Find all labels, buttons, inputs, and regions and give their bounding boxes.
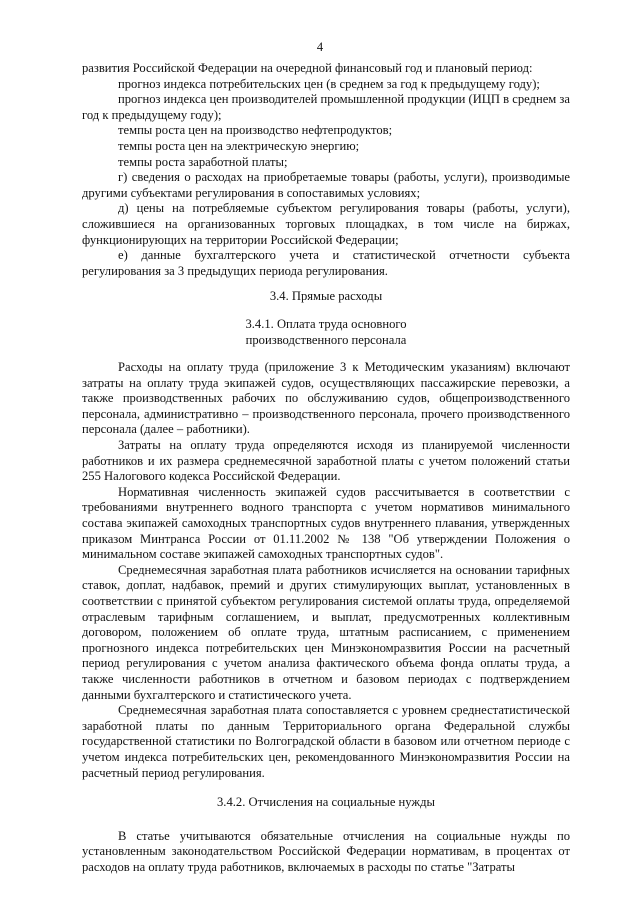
list-line: развития Российской Федерации на очередной финансовый год и плановый период: [82, 61, 533, 75]
list-line: д) цены на потребляемые субъектом регулирования товары (работы, услуги), сложившиеся на организованных торговых площадках, в том числе на биржах, функционирующих на территории Российской Федерации; [82, 201, 570, 247]
section-heading-3-4: 3.4. Прямые расходы [269, 289, 383, 304]
paragraph: Расходы на оплату труда (приложение 3 к Методическим указаниям) включают затраты на оплату труда экипажей судов, осуществляющих пассажирские перевозки, а также производственных рабочих по обслуживанию судов, общепроизводственного персонала, административно – производственного персонала, прочего производственного персонала (далее – работники). [82, 360, 570, 437]
list-line: прогноз индекса потребительских цен (в среднем за год к предыдущему году); [118, 76, 540, 91]
list-line: г) сведения о расходах на приобретаемые товары (работы, услуги), производимые другими субъектами регулирования в сопоставимых условиях; [82, 170, 570, 200]
list-line: темпы роста цен на электрическую энергию; [118, 138, 360, 153]
page-number: 4 [316, 40, 324, 54]
list-line: темпы роста заработной платы; [118, 154, 288, 169]
heading-line: 3.4.1. Оплата труда основного [245, 316, 407, 331]
paragraph: Среднемесячная заработная плата работников исчисляется на основании тарифных ставок, доплат, надбавок, премий и других стимулирующих выплат, установленных в соответствии с принятой субъектом регулирования системой оплаты труда, определяемой отраслевым тарифным соглашением, и выплат, предусмотренных коллективным договором, положением об оплате труда, штатным расписанием, с применением прогнозного индекса потребительских цен Минэкономразвития России на расчетный период регулирования с учетом анализа фактического объема фонда оплаты труда, а также численности работников в отчетном и базовом периодах с подтверждением данными бухгалтерского и статистического учета. [82, 562, 570, 702]
document-body [82, 61, 570, 876]
list-line: прогноз индекса цен производителей промышленной продукции (ИЦП в среднем за год к предыдущему году); [82, 92, 570, 122]
list-line: темпы роста цен на производство нефтепродуктов; [118, 123, 393, 138]
paragraph: В статье учитываются обязательные отчисления на социальные нужды по установленным законодательством Российской Федерации нормативам, в процентах от расходов на оплату труда работников, включаемых в расходы по статье "Затраты [82, 828, 570, 874]
paragraph: Нормативная численность экипажей судов рассчитывается в соответствии с требованиями внутреннего водного транспорта с учетом нормативов минимального состава экипажей самоходных транспортных судов внутреннего плавания, утвержденных приказом Минтранса России от 01.11.2002 № 138 "Об утверждении Положения о минимальном составе экипажей самоходных транспортных судов". [82, 484, 570, 562]
section-heading-3-4-2: 3.4.2. Отчисления на социальные нужды [217, 795, 435, 810]
section-heading-3-4-1 [82, 317, 570, 348]
paragraph: Среднемесячная заработная плата сопоставляется с уровнем среднестатистической заработной платы по данным Территориального органа Федеральной службы государственной статистики по Волгоградской области в базовом или отчетном периоде с учетом индекса потребительских цен, рекомендованного Минэкономразвития России на расчетный период регулирования. [82, 703, 570, 780]
heading-line: производственного персонала [245, 332, 407, 347]
paragraph: Затраты на оплату труда определяются исходя из планируемой численности работников и их размера среднемесячной заработной платы с учетом положений статьи 255 Налогового кодекса Российской Федерации. [82, 438, 570, 484]
list-line: е) данные бухгалтерского учета и статистической отчетности субъекта регулирования за 3 предыдущих периода регулирования. [82, 248, 570, 278]
